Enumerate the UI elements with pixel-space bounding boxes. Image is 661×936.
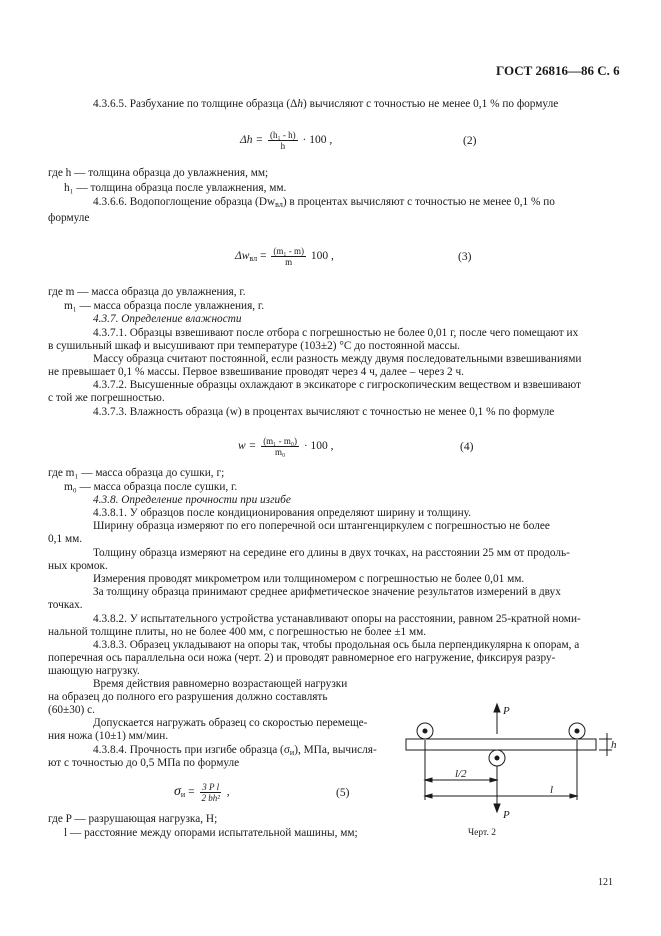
para-width-cont: 0,1 мм. xyxy=(48,533,83,545)
para-mass: Массу образца считают постоянной, если разность между двумя последовательными взвешиваниями xyxy=(93,353,582,365)
para-4383-cont2: шающую нагрузку. xyxy=(48,665,140,677)
where-m1: m₁ — масса образца после увлажнения, г. xyxy=(64,300,265,312)
where-h: где h — толщина образца до увлажнения, мм; xyxy=(48,167,269,179)
eq-number-4: (4) xyxy=(460,441,474,453)
section-437: 4.3.7. Определение влажности xyxy=(93,313,242,325)
para-4381: 4.3.8.1. У образцов после кондиционирования определяют ширину и толщину. xyxy=(93,507,471,519)
where-m0: m₀ — масса образца после сушки, г. xyxy=(64,481,238,493)
page-header: ГОСТ 26816—86 С. 6 xyxy=(496,63,620,78)
arrow-head-bottom xyxy=(494,804,500,812)
para-time-cont2: (60±30) с. xyxy=(48,704,95,716)
eq-number-2: (2) xyxy=(463,135,477,147)
para-4384: 4.3.8.4. Прочность при изгибе образца $(\sigma_и)$, МПа, вычисля- xyxy=(93,744,377,757)
formula-5: $\sigma_и$ = $\frac{\text{3 P l}}{\text{2 bh²}}$ , xyxy=(174,782,230,803)
para-4384-cont: ют с точностью до 0,5 МПа по формуле xyxy=(48,757,240,769)
para-average: За толщину образца принимают среднее арифметическое значение результатов измерений в двух xyxy=(93,586,561,598)
section-438: 4.3.8. Определение прочности при изгибе xyxy=(93,494,291,506)
para-average-cont: точках. xyxy=(48,599,83,611)
para-4371: 4.3.7.1. Образцы взвешивают после отбора с погрешностью не более 0,01 г, после чего помещают их xyxy=(93,327,579,339)
para-4382: 4.3.8.2. У испытательного устройства устанавливают опоры на расстоянии, равном 25-кратной номи- xyxy=(93,613,581,625)
where-l: l — расстояние между опорами испытательной машины, мм; xyxy=(64,827,358,839)
label-P-top: P xyxy=(503,705,510,717)
para-4373: 4.3.7.3. Влажность образца (w) в процентах вычисляют с точностью не менее 0,1 % по формуле xyxy=(93,406,555,418)
where-h1: h₁ — толщина образца после увлажнения, мм. xyxy=(64,182,287,194)
arrow-head-top xyxy=(494,704,500,712)
specimen xyxy=(406,739,596,750)
label-l: l xyxy=(550,784,554,796)
where-m1-dry: где m₁ — масса образца до сушки, г; xyxy=(48,467,225,479)
eq-number-3: (3) xyxy=(458,251,472,263)
para-4372: 4.3.7.2. Высушенные образцы охлаждают в эксикаторе с гигроскопическим веществом и взвешивают xyxy=(93,379,581,391)
figure-2-diagram xyxy=(400,700,620,820)
para-4383: 4.3.8.3. Образец укладывают на опоры так, чтобы продольная ось была перпендикулярна к опорам, а xyxy=(93,639,580,651)
para-4366: 4.3.6.6. Водопоглощение образца $(Dw_{вл})$ в процентах вычисляют с точностью не менее 0,1 % по xyxy=(93,196,555,209)
para-4366-cont: формуле xyxy=(48,212,90,224)
page-number: 121 xyxy=(598,877,613,888)
para-4382-cont: нальной толщине плиты, но не более 400 мм, с погрешностью не более ±1 мм. xyxy=(48,626,427,638)
para-4365: 4.3.6.5. Разбухание по толщине образца (Δh) вычисляют с точностью не менее 0,1 % по формуле xyxy=(93,98,559,110)
where-m: где m — масса образца до увлажнения, г. xyxy=(48,286,246,298)
eq-number-5: (5) xyxy=(336,787,350,799)
para-4372-cont: с той же погрешностью. xyxy=(48,392,165,404)
label-h: h xyxy=(611,739,617,751)
para-4383-cont1: поперечная ось параллельна оси ножа (черт. 2) и проводят равномерное его нагружение, фиксируя разру- xyxy=(48,652,556,664)
para-width: Ширину образца измеряют по его поперечной оси штангенциркулем с погрешностью не более xyxy=(93,520,550,532)
para-speed-cont: ния ножа (10±1) мм/мин. xyxy=(48,730,169,742)
where-P: где P — разрушающая нагрузка, Н; xyxy=(48,813,218,825)
para-time-cont1: на образец до полного его разрушения должно составлять xyxy=(48,691,328,703)
para-mass-cont: не превышает 0,1 % массы. Первое взвешивание проводят через 4 ч, далее – через 2 ч. xyxy=(48,366,464,378)
para-time: Время действия равномерно возрастающей нагрузки xyxy=(93,678,348,690)
figure-caption: Черт. 2 xyxy=(468,828,496,838)
para-thick: Толщину образца измеряют на середине его длины в двух точках, на расстоянии 25 мм от продоль- xyxy=(93,547,570,559)
label-P-bottom: P xyxy=(503,809,510,820)
formula-4: w = $\frac{\text{(m₁ - m₀)}}{\text{m₀}}$ · 100 , xyxy=(238,436,334,457)
formula-3: $\Delta w_{вл}$ = $\frac{\text{(m₁ - m)}}{m}$ 100 , xyxy=(235,246,334,267)
para-speed: Допускается нагружать образец со скоростью перемеще- xyxy=(93,717,368,729)
para-4371-cont: в сушильный шкаф и высушивают при температуре (103±2) °С до постоянной массы. xyxy=(48,340,460,352)
formula-2: Δh = $\frac{\text{(h₁ - h)}}{h}$ · 100 , xyxy=(240,130,333,151)
para-measure: Измерения проводят микрометром или толщиномером с погрешностью не более 0,01 мм. xyxy=(93,573,525,585)
label-half: l/2 xyxy=(455,768,467,780)
para-thick-cont: ных кромок. xyxy=(48,560,108,572)
